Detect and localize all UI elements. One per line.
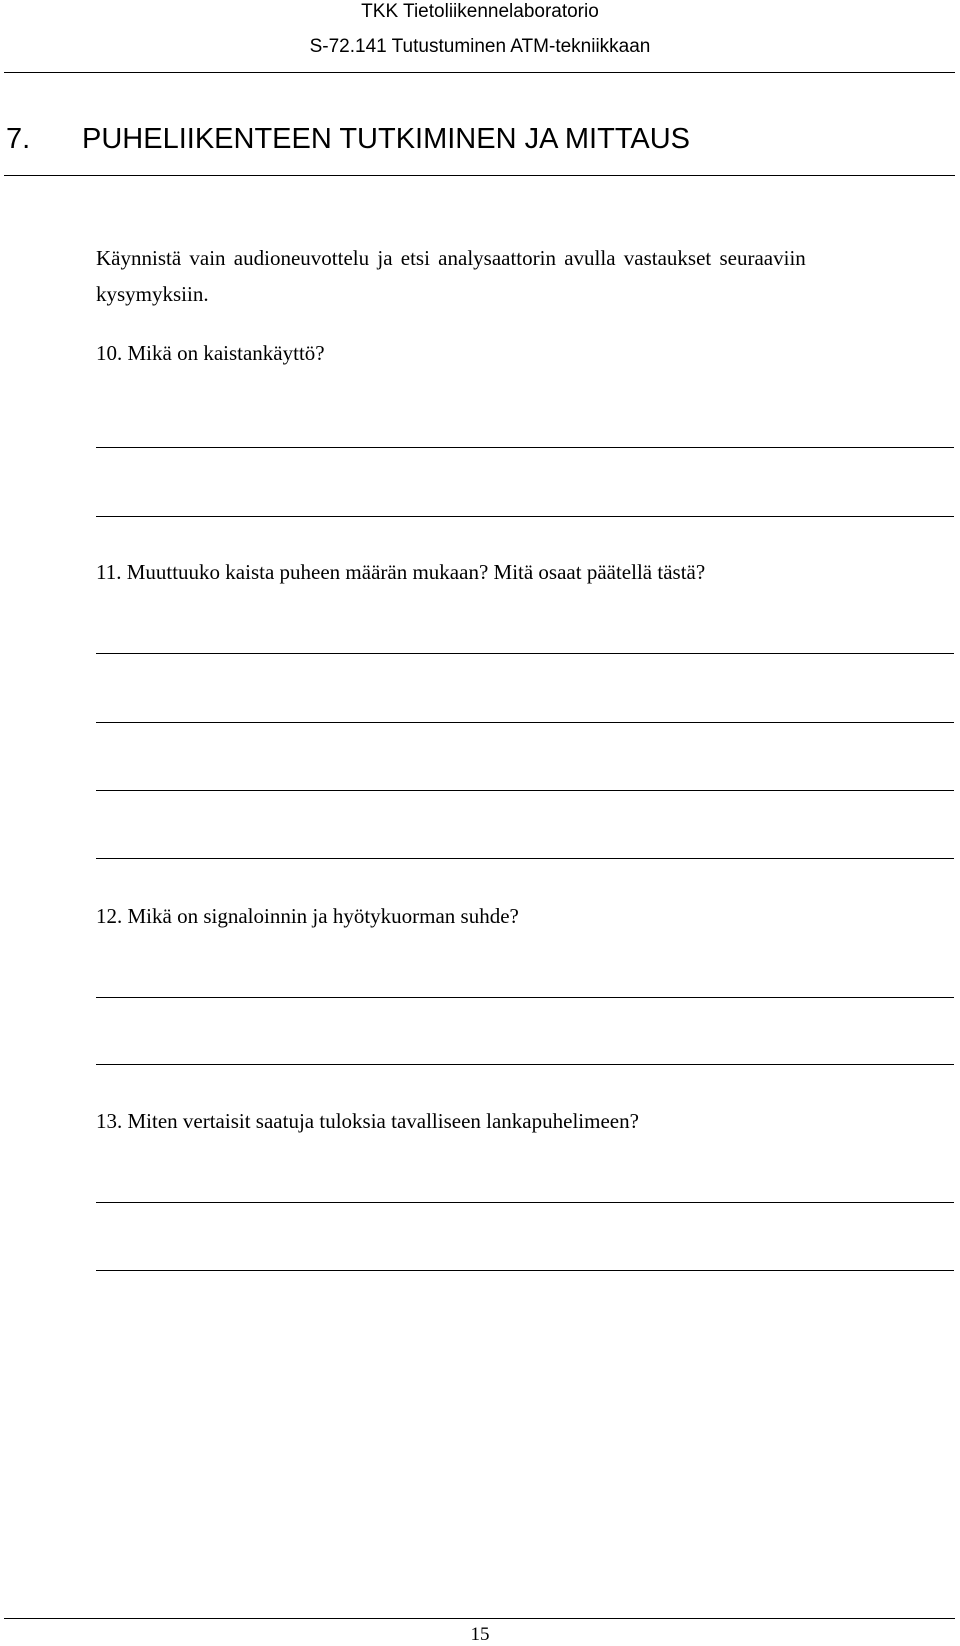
footer-divider <box>4 1618 955 1619</box>
intro-line-2: kysymyksiin. <box>96 282 209 306</box>
answer-line[interactable] <box>96 722 954 723</box>
question-12: 12. Mikä on signaloinnin ja hyötykuorman suhde? <box>96 904 519 928</box>
answer-line[interactable] <box>96 1270 954 1271</box>
header-course: S-72.141 Tutustuminen ATM-tekniikkaan <box>309 36 651 57</box>
header-institution: TKK Tietoliikennelaboratorio <box>361 1 599 22</box>
answer-line[interactable] <box>96 790 954 791</box>
answer-line[interactable] <box>96 447 954 448</box>
header-divider <box>4 72 955 73</box>
question-10: 10. Mikä on kaistankäyttö? <box>96 341 325 365</box>
answer-line[interactable] <box>96 516 954 517</box>
section-divider <box>4 175 955 176</box>
intro-paragraph <box>96 240 956 312</box>
intro-line-1: Käynnistä vain audioneuvottelu ja etsi analysaattorin avulla vastaukset seuraaviin <box>96 246 806 270</box>
section-title: PUHELIIKENTEEN TUTKIMINEN JA MITTAUS <box>82 123 691 155</box>
section-heading <box>6 122 690 156</box>
answer-line[interactable] <box>96 653 954 654</box>
answer-line[interactable] <box>96 858 954 859</box>
answer-line[interactable] <box>96 1202 954 1203</box>
question-13: 13. Miten vertaisit saatuja tuloksia tavalliseen lankapuhelimeen? <box>96 1109 639 1133</box>
page-number: 15 <box>470 1624 490 1645</box>
question-11: 11. Muuttuuko kaista puheen määrän mukaan? Mitä osaat päätellä tästä? <box>96 560 706 584</box>
answer-line[interactable] <box>96 1064 954 1065</box>
answer-line[interactable] <box>96 997 954 998</box>
section-number: 7. <box>6 123 31 155</box>
